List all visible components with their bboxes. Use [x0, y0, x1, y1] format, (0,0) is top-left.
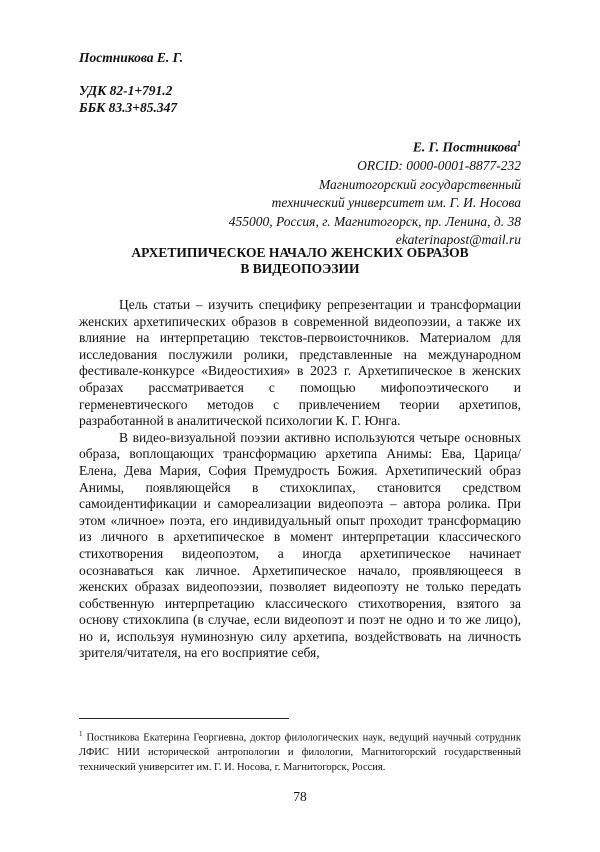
author-footnote-mark: 1 — [517, 139, 521, 148]
body-paragraph-1: Цель статьи – изучить специфику репрезентации и трансформации женских архетипических образов в современной видеопоэзии, а также их влияние на интерпретацию текстов-первоисточников. Материалом для исследования послужили ролики, представленные на международном фестивале-конкурсе «Видеостихия» в 2023 г. Архетипическое в женских образах рассматривается с помощью мифопоэтического и герменевтического методов с привлечением теории архетипов, разработанной в аналитической психологии К. Г. Юнга. — [79, 297, 521, 430]
bbk-code: ББК 83.3+85.347 — [79, 99, 177, 116]
udk-code: УДК 82-1+791.2 — [79, 82, 177, 99]
running-author: Постникова Е. Г. — [79, 50, 183, 66]
author-name-line — [229, 135, 521, 157]
footnote-divider — [79, 718, 289, 719]
article-body — [79, 297, 521, 662]
footnote-mark: 1 — [79, 730, 83, 738]
postal-address: 455000, Россия, г. Магнитогорск, пр. Ленина, д. 38 — [229, 213, 521, 232]
title-line-2: В ВИДЕОПОЭЗИИ — [79, 261, 521, 277]
affiliation-line-2: технический университет им. Г. И. Носова — [229, 194, 521, 213]
affiliation-line-1: Магнитогорский государственный — [229, 176, 521, 195]
title-line-1: АРХЕТИПИЧЕСКОЕ НАЧАЛО ЖЕНСКИХ ОБРАЗОВ — [79, 245, 521, 261]
author-name: Е. Г. Постникова — [413, 140, 517, 155]
orcid: ORCID: 0000-0001-8877-232 — [229, 157, 521, 176]
author-email: ekaterinapost@mail.ru — [229, 231, 521, 250]
footnote-text: Постникова Екатерина Георгиевна, доктор филологических наук, ведущий научный сотрудник ЛФИС НИИ исторической антропологии и филологии, Магнитогорский государственный технический университет им. Г. И. Носова, г. Магнитогорск, Россия. — [79, 733, 521, 773]
body-paragraph-2: В видео-визуальной поэзии активно используются четыре основных образа, воплощающих трансформацию архетипа Анимы: Ева, Царица/Елена, Дева Мария, София Премудрость Божия. Архетипический образ Анимы, появляющейся в стихоклипах, становится средством самоидентификации и самореализации видеопоэта – автора ролика. При этом «личное» поэта, его индивидуальный опыт проходит трансформацию из личного в архетипическое в момент интерпретации классического стихотворения видеопоэтом, а иногда архетипическое начинает осознаваться как личное. Архетипическое начало, проявляющееся в женских образах видеопоэзии, позволяет видеопоэту не только передать собственную интерпретацию классического стихотворения, взятого за основу стихоклипа (в случае, если видеопоэт и поэт не одно и то же лицо), но и, используя нуминозную силу архетипа, воздействовать на личность зрителя/читателя, на его восприятие себя, — [79, 430, 521, 662]
page-number: 78 — [0, 789, 600, 805]
classification-codes — [79, 82, 177, 116]
author-block — [229, 135, 521, 250]
footnote — [79, 727, 521, 775]
article-title — [79, 245, 521, 277]
